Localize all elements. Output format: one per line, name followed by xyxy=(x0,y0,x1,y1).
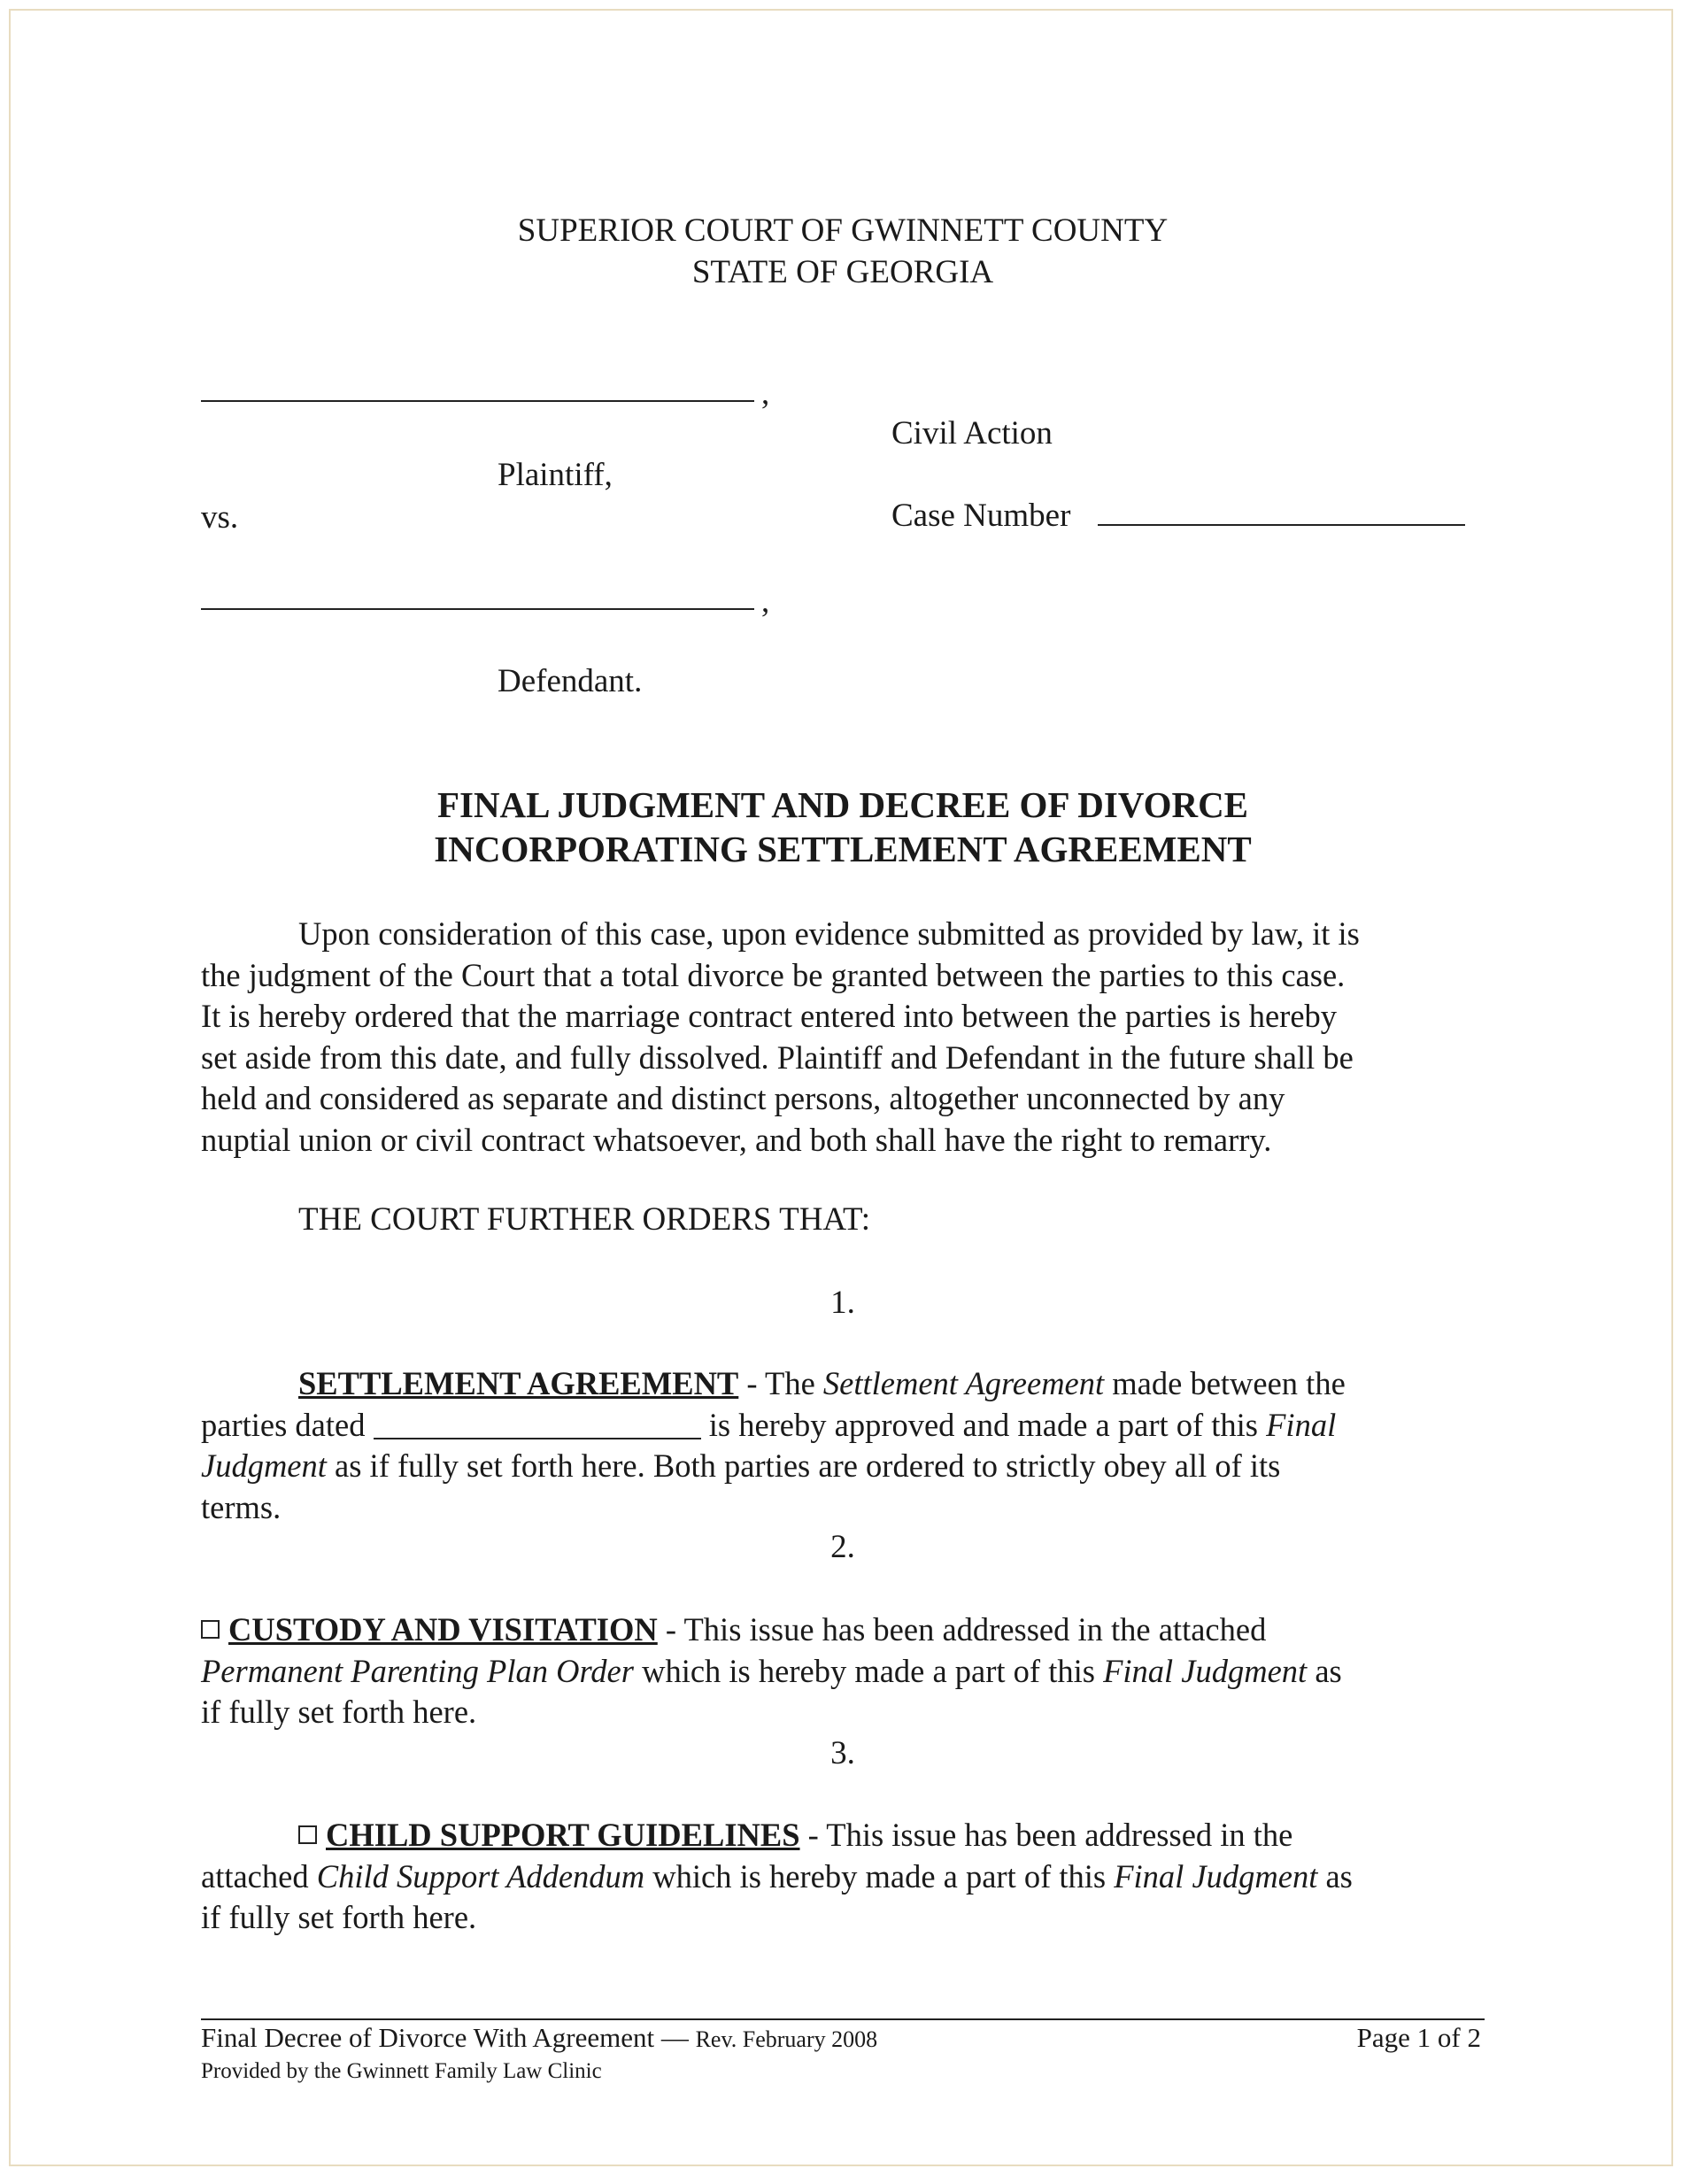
vs-label: vs. xyxy=(201,499,239,536)
plaintiff-name-blank[interactable] xyxy=(201,400,754,402)
civil-action-label: Civil Action xyxy=(891,415,1053,451)
defendant-comma: , xyxy=(761,583,770,620)
intro-paragraph xyxy=(201,914,1502,1161)
plaintiff-label: Plaintiff, xyxy=(498,457,613,493)
court-name: SUPERIOR COURT OF GWINNETT COUNTY xyxy=(517,212,1169,249)
case-number-label: Case Number xyxy=(891,498,1071,534)
defendant-name-blank[interactable] xyxy=(201,608,754,610)
custody-heading: CUSTODY AND VISITATION xyxy=(228,1611,658,1648)
section-child-support: CHILD SUPPORT GUIDELINES - This issue has been addressed in the attached Child Support Addendum which is hereby made a part of this Final Judgment as if fully set forth here. xyxy=(201,1817,1353,1935)
section-number: 2. xyxy=(830,1529,855,1565)
state-name: STATE OF GEORGIA xyxy=(691,254,994,290)
title-line-1: FINAL JUDGMENT AND DECREE OF DIVORCE xyxy=(436,784,1249,825)
footer-page-number: Page 1 of 2 xyxy=(1356,2022,1481,2053)
plaintiff-comma: , xyxy=(761,375,770,412)
footer-document-name: Final Decree of Divorce With Agreement — Rev. February 2008 xyxy=(201,2022,878,2053)
defendant-label: Defendant. xyxy=(498,663,643,699)
child-support-heading: CHILD SUPPORT GUIDELINES xyxy=(326,1817,800,1853)
intro-line: set aside from this date, and fully dissolved. Plaintiff and Defendant in the future shall be xyxy=(201,1038,1354,1076)
section-number: 1. xyxy=(830,1285,855,1321)
settlement-date-blank[interactable] xyxy=(374,1411,701,1439)
further-orders-heading: THE COURT FURTHER ORDERS THAT: xyxy=(298,1201,871,1238)
intro-line: held and considered as separate and distinct persons, altogether unconnected by any xyxy=(201,1080,1285,1116)
intro-line: Upon consideration of this case, upon evidence submitted as provided by law, it is xyxy=(298,915,1360,952)
footer-revision: Rev. February 2008 xyxy=(695,2026,878,2052)
footer-provided-by: Provided by the Gwinnett Family Law Clinic xyxy=(201,2059,602,2083)
court-header xyxy=(2,210,1682,293)
intro-line: the judgment of the Court that a total divorce be granted between the parties to this case. xyxy=(201,956,1346,993)
section-settlement-agreement: SETTLEMENT AGREEMENT - The Settlement Agreement made between the parties dated is hereby approved and made a part of this Final Judgment as if fully set forth here. Both parties are ordered to strictly obey all of its terms. xyxy=(201,1365,1346,1525)
document-title xyxy=(2,783,1682,871)
custody-checkbox[interactable] xyxy=(201,1620,220,1639)
document-page xyxy=(9,9,1673,2166)
title-line-2: INCORPORATING SETTLEMENT AGREEMENT xyxy=(434,829,1252,869)
case-number-blank[interactable] xyxy=(1098,524,1465,526)
intro-line: nuptial union or civil contract whatsoever, and both shall have the right to remarry. xyxy=(201,1121,1272,1158)
child-support-checkbox[interactable] xyxy=(298,1825,317,1844)
intro-line: It is hereby ordered that the marriage contract entered into between the parties is hereby xyxy=(201,998,1338,1034)
section-custody-visitation: CUSTODY AND VISITATION - This issue has been addressed in the attached Permanent Parenting Plan Order which is hereby made a part of this Final Judgment as if fully set forth here. xyxy=(201,1611,1342,1730)
section-number: 3. xyxy=(830,1735,855,1771)
settlement-heading: SETTLEMENT AGREEMENT xyxy=(298,1365,739,1401)
